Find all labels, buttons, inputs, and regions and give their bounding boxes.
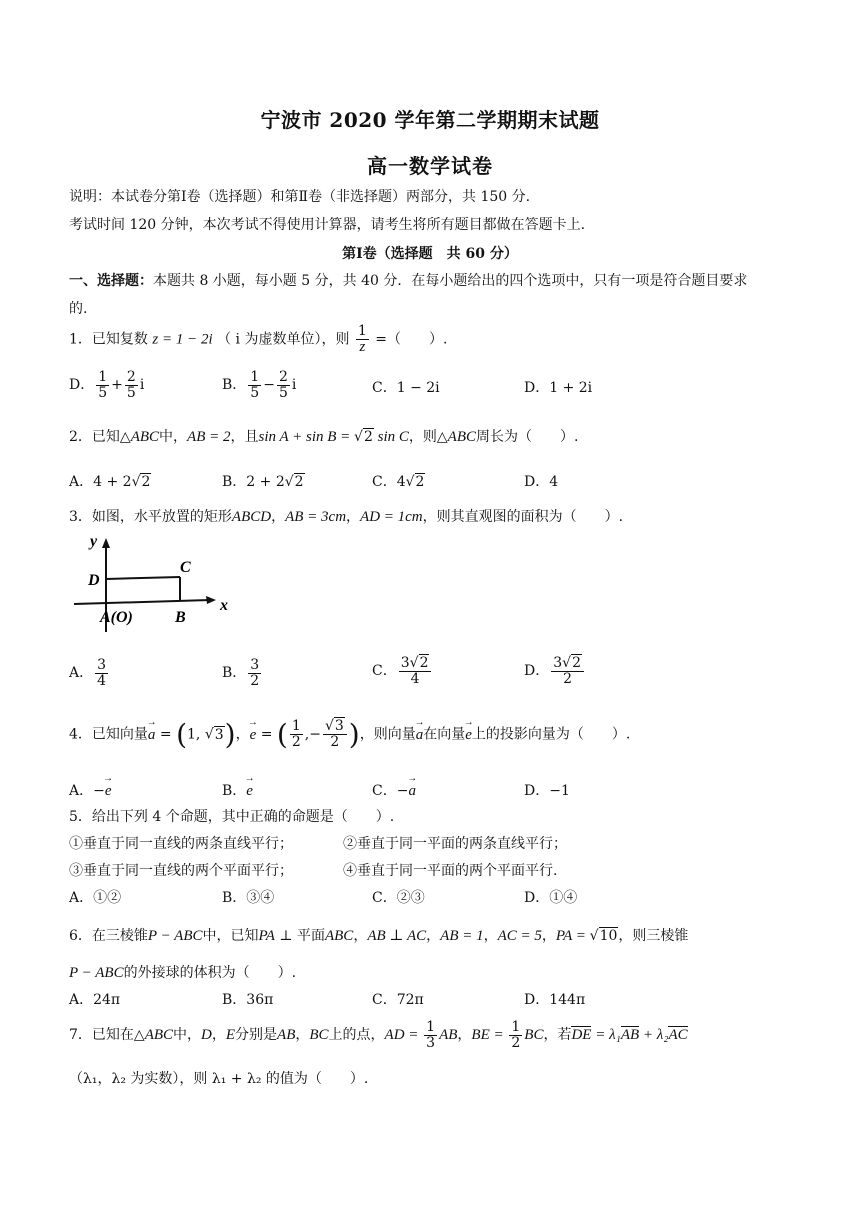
q6-suffix: ，则三棱锥 — [618, 928, 689, 944]
q7-vec-ac: AC — [668, 1027, 688, 1044]
q3-y-arrow — [102, 538, 110, 548]
q4-prefix: 4．已知向量 — [69, 726, 148, 743]
q4-lparen: ( — [176, 718, 187, 751]
q3-opt-a-d: 4 — [97, 672, 107, 689]
question-7 — [69, 1020, 688, 1050]
q4-fn2-sqrt: 3 — [334, 718, 344, 735]
instruction-line-1: 说明：本试卷分第Ⅰ卷（选择题）和第Ⅱ卷（非选择题）两部分，共 150 分. — [69, 189, 531, 205]
q4-suffix: 上的投影向量为（ ）. — [471, 726, 631, 743]
q6-ab: AB = 1 — [440, 928, 484, 944]
q4-opt-a-label: A．− — [69, 783, 105, 799]
q3-ab: AB = 3cm — [285, 509, 347, 525]
q2-option-a: A．4 + 2√2 — [69, 474, 151, 490]
question-5: 5．给出下列 4 个命题，其中正确的命题是（ ）. — [69, 809, 395, 825]
q1-opt-a-d2: 5 — [126, 384, 136, 401]
q6-option-d: D．144π — [524, 992, 586, 1008]
q1-opt-a-i: i — [139, 377, 145, 394]
q4-rparen-2: ) — [348, 718, 360, 751]
q3-x-axis — [74, 600, 210, 604]
q5-option-d: D．①④ — [524, 890, 578, 906]
q7-fn1: 1 — [426, 1019, 436, 1035]
q2-eq: sin A + sin B = — [258, 429, 355, 445]
q4-vec-e: → e — [250, 727, 257, 744]
q7-ab2: AB — [439, 1027, 458, 1044]
q4-sep: ， — [235, 726, 250, 743]
q3-opt-d-d: 2 — [563, 670, 573, 687]
q1-option-c: C．1 − 2i — [372, 380, 440, 396]
q4-vec-a: → a — [148, 727, 156, 744]
q2-opt-b-sqrt: 2 — [294, 474, 304, 490]
q6-sep4: ， — [541, 928, 556, 944]
q1-opt-a-op: + — [111, 377, 123, 394]
q1-opt-b-n2: 2 — [278, 369, 288, 385]
q4-opt-b-label: B． — [222, 783, 247, 799]
q4-vec-a2: → a — [416, 727, 424, 744]
q7-c1: ， — [211, 1027, 226, 1044]
question-4: 4．已知向量→ a = (1, √3)，→ e = ( $\frac{1}{2}$ ,− $\frac{√3}{2}$ )，则向量→ a在向量→ e上的投影向量为（ ）. — [69, 718, 630, 751]
q3-option-b — [222, 658, 263, 688]
q2-opt-a-text: A．4 + 2 — [69, 474, 132, 490]
q1-suffix: =（ ）. — [375, 331, 448, 348]
q1-frac-numerator: 1 — [357, 323, 367, 339]
q5-option-a: A．①② — [69, 890, 122, 906]
q4-opt-c-label: C．− — [372, 783, 409, 799]
q1-opt-b-d2: 5 — [278, 384, 288, 401]
q2-sqrt: 2 — [363, 429, 373, 445]
q3-label-b: B — [175, 609, 186, 626]
q3-opt-b-label: B． — [222, 665, 247, 682]
q1-option-d: D．1 + 2i — [524, 380, 593, 396]
q5-proposition-3: ③垂直于同一直线的两个平面平行； — [69, 863, 293, 879]
q7-bc: BC — [309, 1027, 329, 1044]
q2-prefix: 2．已知△ — [69, 429, 131, 445]
q4-option-b — [222, 780, 253, 800]
question-2: 2．已知△ABC中，AB = 2，且sin A + sin B = √2 sin C，则△ABC周长为（ ）. — [69, 429, 579, 445]
q5-proposition-2: ②垂直于同一平面的两条直线平行； — [343, 836, 567, 852]
q3-opt-c-sqrt: 2 — [419, 655, 429, 671]
q7-vec-de: DE — [571, 1027, 592, 1044]
q3-suffix: ，则其直观图的面积为（ ）. — [422, 509, 624, 525]
q1-prefix: 1．已知复数 — [69, 331, 148, 348]
q7-plus: + λ₂ — [639, 1027, 669, 1044]
q4-opt-a-vec: → e — [105, 783, 112, 800]
q4-rparen: ) — [224, 718, 236, 751]
q7-be: BE = — [471, 1027, 508, 1044]
q6-pabc: P − ABC — [147, 928, 203, 944]
instruction-line-2: 考试时间 120 分钟，本次考试不得使用计算器，请考生将所有题目都做在答题卡上. — [69, 217, 586, 233]
question-7-line-2: （λ₁，λ₂ 为实数），则 λ₁ + λ₂ 的值为（ ）. — [69, 1071, 369, 1087]
q3-label-d: D — [88, 572, 100, 589]
q1-option-b — [222, 370, 296, 400]
q1-option-a — [69, 370, 144, 400]
q4-eq2: = — [256, 726, 277, 743]
q4-option-d: D．−1 — [524, 783, 570, 799]
q7-fn2: 1 — [511, 1019, 521, 1035]
q3-label-c: C — [180, 559, 191, 576]
q2-abc2: ABC — [447, 429, 477, 445]
exam-title: 宁波市 2020 学年第二学期期末试题 — [260, 108, 600, 132]
q6-prefix: 6．在三棱锥 — [69, 928, 148, 944]
q3-opt-c-d: 4 — [410, 670, 420, 687]
q7-abc: ABC — [144, 1027, 174, 1044]
q3-opt-d-n: 3 — [553, 655, 563, 671]
q1-opt-a-d1: 5 — [98, 384, 108, 401]
q1-opt-a-label: D． — [69, 377, 95, 394]
q4-opt-b-vec: → e — [246, 783, 253, 800]
q3-option-d: D． $\frac{3√2}{2}$ — [524, 656, 586, 686]
q2-opt-c-sqrt: 2 — [415, 474, 425, 490]
q7-c3: ， — [457, 1027, 472, 1044]
q2-mid3: ，则△ — [408, 429, 448, 445]
q3-option-a — [69, 658, 110, 688]
q6-pa2: PA = — [555, 928, 590, 944]
q2-option-b: B．2 + 2√2 — [222, 474, 304, 490]
q3-prefix: 3．如图，水平放置的矩形 — [69, 509, 232, 525]
q4-comma: ,− — [304, 726, 321, 743]
q7-prefix: 7．已知在△ — [69, 1027, 145, 1044]
q4-mid: ，则向量 — [359, 726, 416, 743]
q6-abac: AB ⊥ AC — [367, 928, 427, 944]
q6-option-a: A．24π — [69, 992, 121, 1008]
q3-option-c: C． $\frac{3√2}{4}$ — [372, 656, 433, 686]
q3-opt-c-label: C． — [372, 663, 397, 680]
q7-mid3: 上的点， — [328, 1027, 385, 1044]
q3-rect: ABCD — [231, 509, 272, 525]
q6-perp: ⊥ 平面 — [274, 928, 325, 944]
q4-fn1: 1 — [291, 718, 301, 735]
q7-fd2: 2 — [511, 1034, 521, 1051]
q6-sep1: ， — [353, 928, 368, 944]
q4-fd1: 2 — [291, 734, 301, 750]
q3-label-y: y — [90, 534, 98, 550]
q3-opt-d-label: D． — [524, 663, 550, 680]
q5-option-b: B．③④ — [222, 890, 275, 906]
question-1 — [69, 324, 447, 355]
q7-ab: AB — [277, 1027, 296, 1044]
q3-label-x: x — [220, 597, 228, 614]
q7-eq: = λ₁ — [591, 1027, 621, 1044]
question-6: 6．在三棱锥P − ABC中，已知PA ⊥ 平面ABC，AB ⊥ AC，AB = 1，AC = 5，PA = √10，则三棱锥 — [69, 928, 689, 944]
q6-option-c: C．72π — [372, 992, 424, 1008]
q2-mid2: ，且 — [230, 429, 259, 445]
q4-option-c — [372, 780, 416, 800]
q6-mid1: 中，已知 — [202, 928, 259, 944]
q3-figure — [70, 534, 240, 634]
q4-lparen-2: ( — [276, 718, 288, 751]
q7-bc2: BC — [524, 1027, 544, 1044]
q7-ad: AD = — [384, 1027, 423, 1044]
q2-mid1: 中， — [159, 429, 188, 445]
q3-opt-c-n: 3 — [400, 655, 410, 671]
q4-v1: 1, — [187, 726, 205, 743]
q1-opt-b-n1: 1 — [250, 369, 260, 385]
q3-opt-b-d: 2 — [250, 672, 260, 689]
q1-opt-b-op: − — [263, 377, 275, 394]
q7-d: D — [201, 1027, 212, 1044]
q1-fraction — [356, 324, 369, 355]
part-1-title: 第Ⅰ卷（选择题 共 60 分） — [342, 246, 518, 262]
q2-suffix: 周长为（ ）. — [476, 429, 579, 445]
q6-ac: AC = 5 — [497, 928, 542, 944]
q4-vec-e2: → e — [465, 727, 472, 744]
exam-subtitle: 高一数学试卷 — [367, 154, 493, 178]
q5-proposition-4: ④垂直于同一平面的两个平面平行. — [343, 863, 558, 879]
question-3 — [69, 506, 623, 526]
q2-opt-c-text: C．4 — [372, 474, 406, 490]
q3-opt-a-n: 3 — [97, 657, 107, 673]
q1-opt-b-label: B． — [222, 377, 247, 394]
q6-line2-text: 的外接球的体积为（ ）. — [123, 965, 297, 981]
q5-option-c: C．②③ — [372, 890, 425, 906]
q1-opt-a-n2: 2 — [126, 369, 136, 385]
q3-opt-d-sqrt: 2 — [572, 655, 581, 671]
q6-sep3: ， — [483, 928, 498, 944]
q4-mid2: 在向量 — [423, 726, 466, 743]
q6-sqrt: 10 — [599, 928, 618, 944]
q3-ad: AD = 1cm — [360, 509, 423, 525]
section-1-label: 一、选择题： — [69, 273, 153, 289]
q1-middle: （ i 为虚数单位），则 — [217, 331, 350, 348]
q3-segment-dc — [106, 577, 180, 579]
q7-c2: ， — [295, 1027, 310, 1044]
q3-opt-b-n: 3 — [250, 657, 260, 673]
q3-x-arrow — [206, 596, 216, 604]
q2-option-c: C．4√2 — [372, 474, 425, 490]
q6-abc: ABC — [324, 928, 354, 944]
question-6-line-2 — [69, 962, 296, 982]
q2-opt-a-sqrt: 2 — [141, 474, 151, 490]
q2-option-d: D．4 — [524, 474, 559, 490]
q7-mid2: 分别是 — [235, 1027, 278, 1044]
section-1-intro — [69, 270, 747, 290]
q7-mid4: ，若 — [543, 1027, 572, 1044]
q4-sqrt: 3 — [214, 726, 224, 743]
q3-label-a: A(O) — [100, 609, 133, 626]
q1-opt-b-d1: 5 — [250, 384, 260, 401]
q3-sep2: ， — [346, 509, 361, 525]
section-1-text: 本题共 8 小题，每小题 5 分，共 40 分．在每小题给出的四个选项中，只有一项是符合题目要求 — [153, 273, 748, 289]
q5-proposition-1: ①垂直于同一直线的两条直线平行； — [69, 836, 293, 852]
q4-option-a — [69, 780, 112, 800]
q2-eq2: sin C — [373, 429, 409, 445]
q2-abc: ABC — [130, 429, 160, 445]
q2-ab: AB = 2 — [187, 429, 231, 445]
q1-equation: z = 1 − 2i — [152, 331, 213, 348]
q4-opt-c-vec: → a — [408, 783, 416, 800]
q7-vec-ab: AB — [620, 1027, 640, 1044]
q1-frac-denominator: z — [359, 338, 366, 355]
q3-sep1: ， — [271, 509, 286, 525]
q6-line2-pabc: P − ABC — [69, 965, 124, 981]
q4-eq1: = — [155, 726, 177, 743]
q7-fd1: 3 — [426, 1034, 436, 1051]
q1-opt-a-n1: 1 — [98, 369, 108, 385]
q1-opt-b-i: i — [291, 377, 297, 394]
q7-e: E — [225, 1027, 236, 1044]
q6-sep2: ， — [426, 928, 441, 944]
q3-opt-a-label: A． — [69, 665, 94, 682]
q2-opt-b-text: B．2 + 2 — [222, 474, 285, 490]
q4-fd2: 2 — [330, 734, 340, 750]
q6-pa: PA — [258, 928, 275, 944]
q6-option-b: B．36π — [222, 992, 274, 1008]
q7-mid1: 中， — [173, 1027, 202, 1044]
section-1-intro-cont: 的. — [69, 301, 88, 317]
